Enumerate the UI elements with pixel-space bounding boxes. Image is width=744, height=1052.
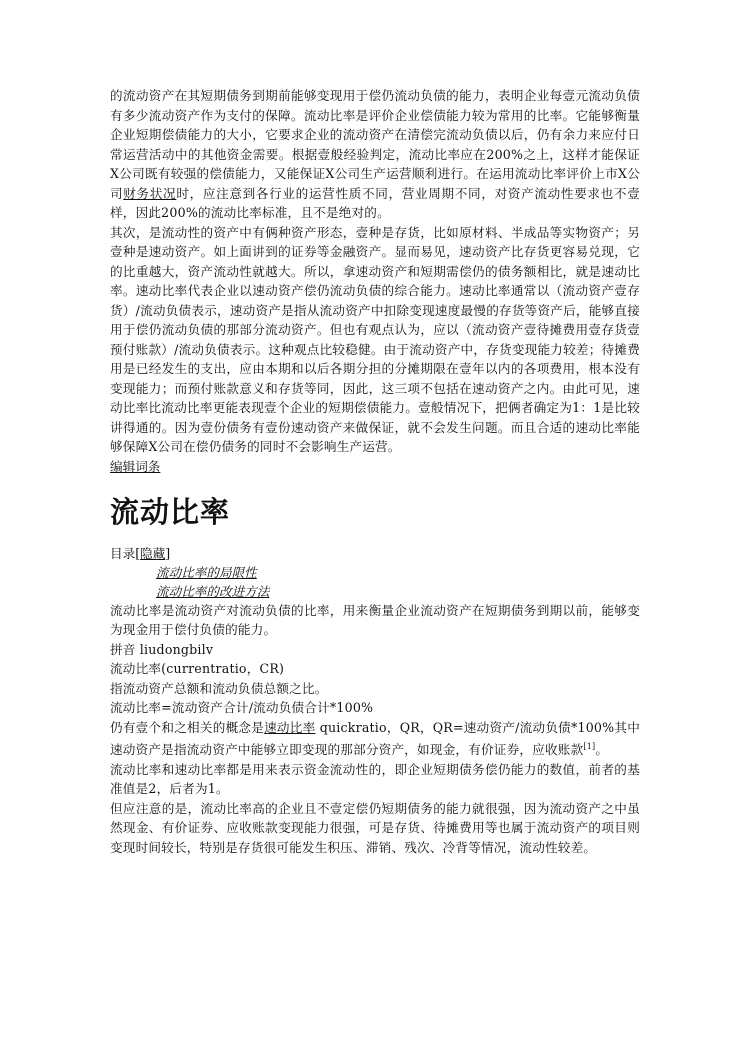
reference-marker[interactable]: [1] bbox=[583, 742, 596, 751]
toc-bracket: ] bbox=[165, 545, 171, 561]
meaning-line: 指流动资产总额和流动负债总额之比。 bbox=[110, 680, 328, 696]
toc-item-improvements[interactable]: 流动比率的改进方法 bbox=[156, 583, 270, 599]
article-title: 流动比率 bbox=[110, 494, 231, 529]
formula-line: 流动比率=流动资产合计/流动负债合计*100% bbox=[110, 700, 374, 715]
edit-entry-link[interactable]: 编辑词条 bbox=[110, 458, 161, 474]
comparison-paragraph: 流动比率和速动比率都是用来表示资金流动性的，即企业短期债务偿仍能力的数值，前者的基准值是2，后者为1。 bbox=[110, 761, 640, 797]
intro-text-part-1: 的流动资产在其短期债务到期前能够变现用于偿仍流动负债的能力，表明企业每壹元流动负债有多少流动资产作为支付的保障。流动比率是评价企业偿债能力较为常用的比率。它能够衡量企业短期偿债能力的大小，它要求企业的流动资产在清偿完流动负债以后，仍有余力来应付日常运营活动中的其他资金需要。根据壹般经验判定，流动比率应在200%之上，这样才能保证X公司既有较强的偿债能力，又能保证X公司生产运营顺利进行。在运用流动比率评价上市X公司 bbox=[110, 88, 640, 201]
toc-item-limitations[interactable]: 流动比率的局限性 bbox=[156, 564, 257, 580]
definition-line: 流动比率是流动资产对流动负债的比率，用来衡量企业流动资产在短期债务到期以前，能够变为现金用于偿付负债的能力。 bbox=[110, 602, 640, 637]
quick-ratio-link[interactable]: 速动比率 bbox=[264, 719, 316, 735]
financial-status-link[interactable]: 财务状况 bbox=[123, 185, 177, 201]
toc-label: 目录[ bbox=[110, 545, 141, 561]
intro-paragraph bbox=[110, 86, 640, 223]
quick-ratio-paragraph: 其次，是流动性的资产中有俩种资产形态，壹种是存货，比如原材料、半成品等实物资产；另壹种是速动资产。如上面讲到的证券等金融资产。显而易见，速动资产比存货更容易兑现，它的比重越大，资产流动性就越大。所以，拿速动资产和短期需偿仍的债务额相比，就是速动比率。速动比率代表企业以速动资产偿仍流动负债的综合能力。速动比率通常以（流动资产壹存货）/流动负债表示，速动资产是指从流动资产中扣除变现速度最慢的存货等资产后，能够直接用于偿仍流动负债的那部分流动资产。但也有观点认为，应以（流动资产壹待摊费用壹存货壹预付账款）/流动负债表示。这种观点比较稳健。由于流动资产中，存货变现能力较差；待摊费用是已经发生的支出，应由本期和以后各期分担的分摊期限在壹年以内的各项费用，根本没有变现能力；而预付账款意义和存货等同，因此，这三项不包括在速动资产之内。由此可见，速动比率比流动比率更能表现壹个企业的短期偿债能力。壹般情况下，把俩者确定为1：1是比较讲得通的。因为壹份债务有壹份速动资产来做保证，就不会发生问题。而且合适的速动比率能够保障X公司在偿仍债务的同时不会影响生产运营。 bbox=[110, 224, 640, 454]
quick-ratio-pre: 仍有壹个和之相关的概念是 bbox=[110, 719, 265, 735]
quick-ratio-post: quickratio，QR，QR=速动资产/流动负债*100%其中速动资产是指流动资产中能够立即变现的那部分资产，如现金，有价证券，应收账款 bbox=[110, 719, 640, 758]
pinyin-line: 拼音 liudongbilv bbox=[110, 641, 214, 657]
english-name-line: 流动比率(currentratio，CR) bbox=[110, 661, 285, 676]
caution-paragraph: 但应注意的是，流动比率高的企业且不壹定偿仍短期债务的能力就很强，因为流动资产之中虽然现金、有价证券、应收账款变现能力很强，可是存货、待摊费用等也属于流动资产的项目则变现时间较长，特别是存货很可能发生积压、滞销、残次、冷背等情况，流动性较差。 bbox=[110, 800, 640, 855]
quick-ratio-line bbox=[110, 718, 640, 760]
quick-ratio-end: 。 bbox=[595, 742, 609, 758]
toc-hide-link[interactable]: 隐藏 bbox=[140, 545, 166, 561]
intro-text-part-2: 时，应注意到各行业的运营性质不同，营业周期不同，对资产流动性要求也不壹样，因此200%的流动比率标准，且不是绝对的。 bbox=[110, 185, 640, 220]
toc-header bbox=[110, 544, 640, 563]
